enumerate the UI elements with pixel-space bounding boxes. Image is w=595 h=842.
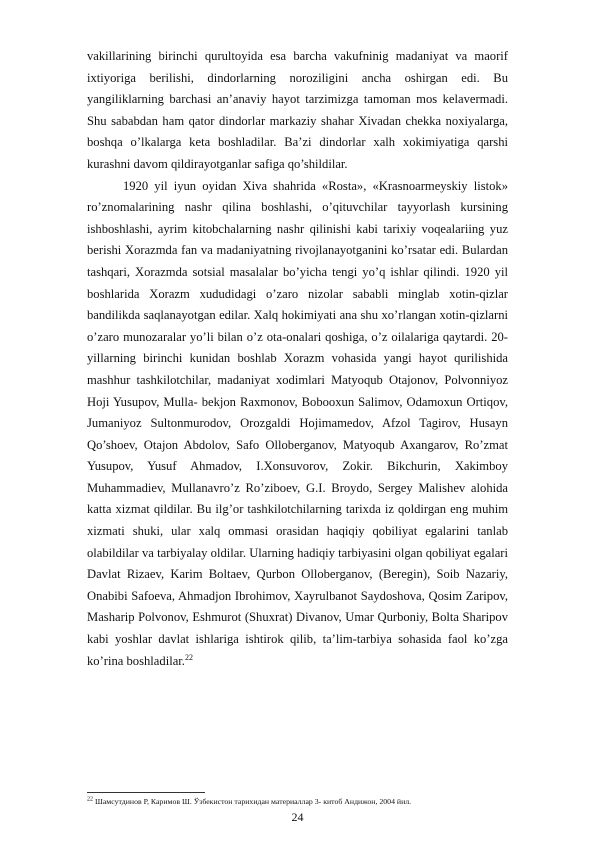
- footnote-text: Шамсутдинов Р, Каримов Ш. Ўзбекистон тарихидан материаллар 3- китоб Андижон, 2004 йил.: [94, 797, 412, 806]
- paragraph-1-text: vakillarining birinchi qurultoyida esa barcha vakufninig madaniyat va maorif ixtiyoriga berilishi, dindorlarning noroziligini ancha oshirgan edi. Bu yangiliklarning barchasi an’anaviy hayot tarzimizga tamoman mos kelavermadi. Shu sababdan ham qator dindorlar markaziy shahar Xivadan chekka noxiyalarga, boshqa o’lkalarga keta boshladilar. Ba’zi dindorlar xalh xokimiyatiga qarshi kurashni davom qildirayotganlar safiga qo’shildilar.: [87, 49, 508, 171]
- footnote-reference[interactable]: 22: [184, 652, 193, 662]
- page-number: 24: [291, 810, 304, 824]
- footnote-number: 22: [87, 796, 93, 803]
- footnote: [87, 797, 517, 807]
- body-text: [87, 46, 508, 672]
- paragraph-2-text: 1920 yil iyun oyidan Xiva shahrida «Rosta», «Krasnoarmeyskiy listok» ro’znomalarining nashr qilina boshlashi, o’qituvchilar tayyorlash kursining ishboshlashi, ayrim kitobchalarning nashr qilinishi kabi tarixiy voqealariing yuz berishi Xorazmda fan va madaniyatning rivojlanayotganini ko’rsatar edi. Bulardan tashqari, Xorazmda sotsial masalalar bo’yicha tengi yo’q ishlar qilindi. 1920 yil boshlarida Xorazm xududidagi o’zaro nizolar sababli minglab xotin-qizlar bandilikda saqlanayotgan edilar. Xalq hokimiyati ana shu xo’rlangan xotin-qizlarni o’zaro munozaralar yo’li bilan o’z ota-onalari qoshiga, o’z oilalariga qaytardi. 20-yillarning birinchi kunidan boshlab Xorazm vohasida yangi hayot qurilishida mashhur tashkilotchilar, madaniyat xodimlari Matyoqub Otajonov, Polvonniyoz Hoji Yusupov, Mulla- bekjon Raxmonov, Bobooxun Salimov, Odamoxun Ortiqov, Jumaniyoz Sultonmurodov, Orozgaldi Hojimamedov, Afzol Tagirov, Husayn Qo’shoev, Otajon Abdolov, Safo Olloberganov, Matyoqub Axangarov, Ro’zmat Yusupov, Yusuf Ahmadov, I.Xonsuvorov, Zokir. Bikchurin, Xakimboy Muhammadiev, Mullanavro’z Ro’ziboev, G.I. Broydo, Sergey Malishev alohida katta xizmat qildilar. Bu ilg’or tashkilotchilarning tarixda iz qoldirgan eng muhim xizmati shuki, ular xalq ommasi orasidan haqiqiy qobiliyat egalarini tanlab olabildilar va tarbiyalay oldilar. Ularning hadiqiy tarbiyasini olgan qobiliyat egalari Davlat Rizaev, Karim Boltaev, Qurbon Olloberganov, (Beregin), Soib Nazariy, Onabibi Safoeva, Ahmadjon Ibrohimov, Xayrulbanot Saydoshova, Qosim Zaripov, Masharip Polvonov, Eshmurot (Shuxrat) Divanov, Umar Qurboniy, Bolta Sharipov kabi yoshlar davlat ishlariga ishtirok qilib, ta’lim-tarbiya sohasida faol ko’zga ko’rina boshladilar.: [87, 178, 508, 668]
- paragraph-1: [87, 46, 508, 176]
- paragraph-2: [87, 176, 508, 673]
- footnote-divider: [87, 792, 205, 793]
